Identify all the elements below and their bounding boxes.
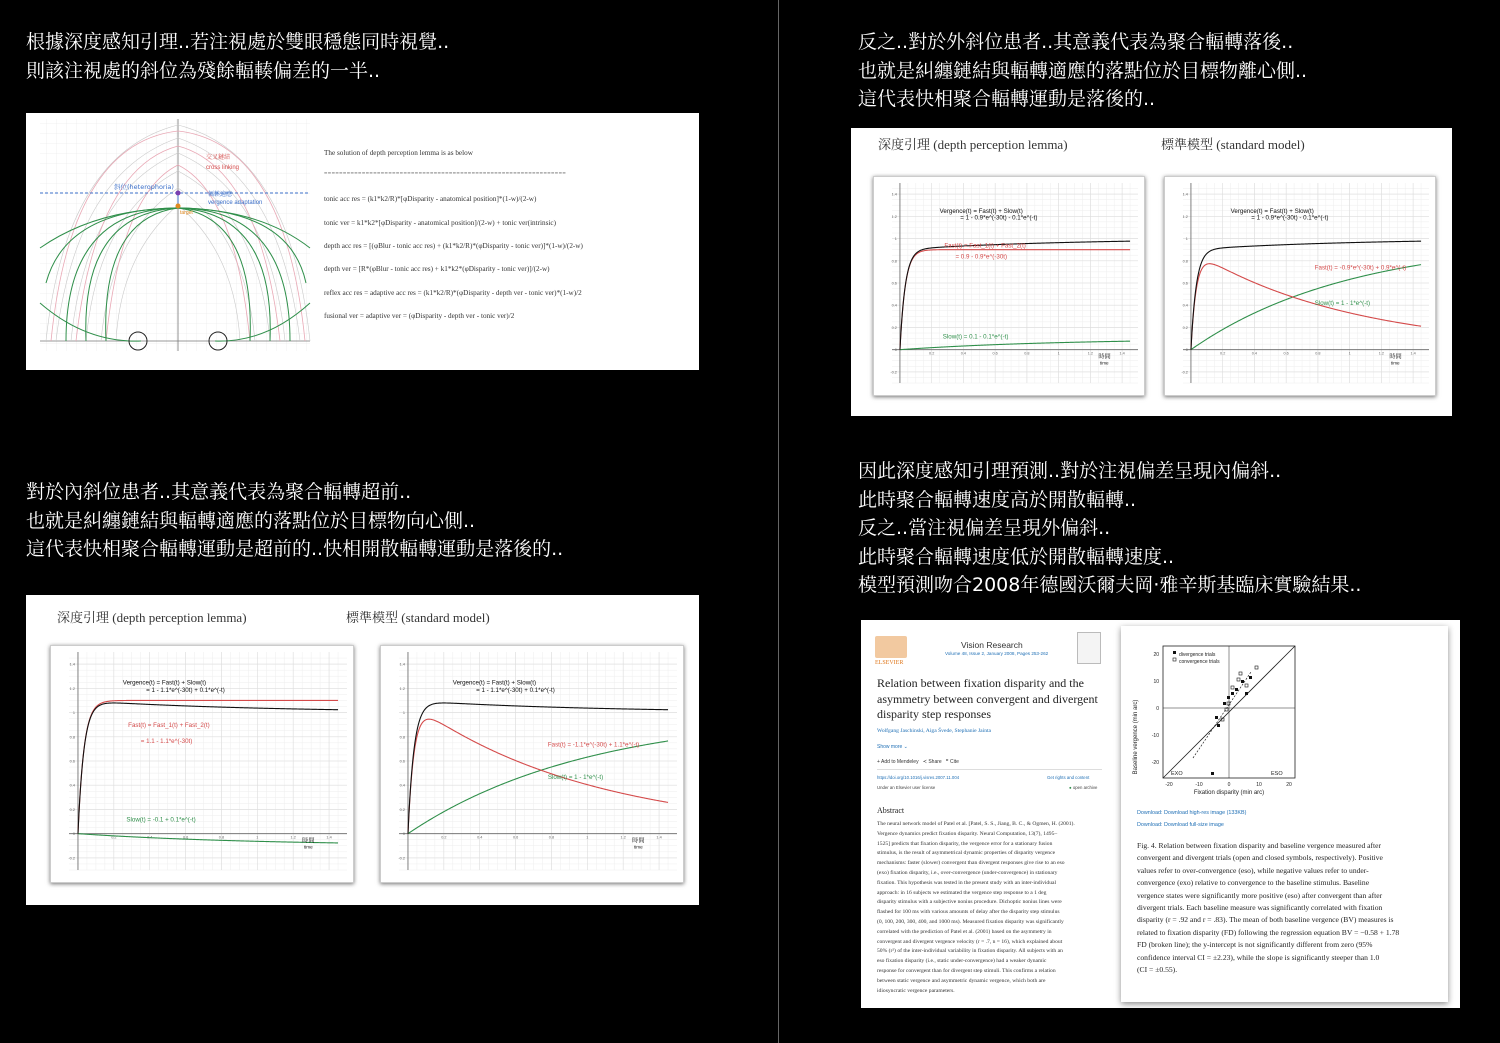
x-tick-label: 0.4 [477,835,483,840]
paper-authors[interactable]: Wolfgang Jaschinski, Aiga Švede, Stephanie Jainta [877,728,992,734]
share-label: Share [928,759,942,765]
xtick-0: 0 [1227,782,1231,788]
vergence-graph-eso-left [51,646,353,882]
fast-equation: Fast(t) = Fast_1(t) + Fast_2(t) [128,722,210,730]
q3-text [26,478,563,564]
abstract-line: 50% (r²) of the inter-individual variability in fixation disparity. All subjects with an [877,948,1063,955]
depth-lemma-diagram [26,113,316,370]
y-tick-label: 0.6 [1182,281,1188,286]
x-tick-label: 0.6 [992,351,998,356]
caption-line: divergent trials. Each baseline measure was significantly correlated with fixation [1137,903,1383,913]
x-axis-label-en: time [1390,360,1400,366]
slow-curve [78,834,338,843]
ytick-neg10: -10 [1151,733,1159,739]
vergence-equation-cont: = 1 - 1.1*e^(-30t) + 0.1*e^(-t) [146,686,225,694]
fast-equation: Fast(t) = Fast_1(t) + Fast_2(t) [944,242,1026,250]
paper-actions [877,759,959,765]
y-tick-label: 0 [72,832,75,837]
q1-line-1: 根據深度感知引理..若注視處於雙眼穩態同時視覺.. [26,31,450,53]
y-tick-label: 1.4 [891,192,897,197]
q3-line-1: 對於內斜位患者..其意義代表為聚合輻轉超前.. [26,481,412,503]
y-tick-label: 0 [894,348,897,353]
q2-text [858,28,1307,114]
caption-line: (CI = ±0.55). [1137,965,1178,975]
vergence-equation: Vergence(t) = Fast(t) + Slow(t) [1230,208,1314,215]
q3-line-3: 這代表快相聚合輻轉運動是超前的..快相開散輻轉運動是落後的.. [26,538,564,561]
y-tick-label: 1.4 [399,662,405,667]
abstract-line: convergent and divergent vergence velocity (r = .7, n = 16), which explained about [877,938,1063,945]
open-archive-dot-icon: ● [1069,785,1072,790]
x-tick-label: 0.6 [1283,351,1289,356]
y-tick-label: 0.4 [69,783,75,788]
formula-4: depth ver = [R*(φBlur - tonic acc res) + k1*k2*(φDisparity - tonic ver)]/(2-w) [324,265,550,273]
download-highres-link[interactable]: Download: Download high-res image (133KB) [1137,810,1247,816]
q4-line-1: 因此深度感知引理預測..對於注視偏差呈現內偏斜.. [858,460,1282,482]
cite-button[interactable] [946,759,959,765]
abstract-line: idiosyncratic vergence parameters. [877,987,955,994]
x-axis-label-en: time [1099,360,1109,366]
x-tick-label: 1.4 [326,835,332,840]
caption-line: convergence (exo) relative to convergence to the baseline stimulus. Baseline [1137,878,1370,888]
x-tick-label: 1.2 [1087,351,1094,356]
q4-line-2: 此時聚合輻轉速度高於開散輻轉.. [858,488,1137,511]
journal-cover-icon [1077,632,1101,664]
fast-curve [1191,264,1421,350]
journal-volume[interactable]: Volume 48, Issue 2, January 2008, Pages 253-262 [945,651,1049,656]
legend-convergence: convergence trials [1179,659,1220,665]
y-tick-label: -0.2 [398,856,405,861]
scatter-xlabel: Fixation disparity (min arc) [1193,790,1265,796]
q3-title-right: 標準模型 (standard model) [346,610,490,625]
x-tick-label: 0.8 [1315,351,1321,356]
slow-equation: Slow(t) = 1 - 1*e^(-t) [547,774,604,782]
paper-title: Relation between fixation disparity and the asymmetry between convergent and divergent disparity step responses [877,676,1098,721]
caption-line: values refer to over-convergence (eso), while negative values refer to under- [1137,865,1369,875]
y-tick-label: 1.2 [69,686,75,691]
caption-line: FD (broken line); the y-intercept is not significantly different from zero (95% [1137,940,1373,950]
x-axis-label-cn: 時間 [1389,353,1402,361]
q4-panel [861,620,1460,1008]
legend-divergence: divergence trials [1179,652,1216,658]
q2-panel [851,128,1452,416]
elsevier-logo-icon [875,636,907,658]
y-tick-label: 0.4 [1182,303,1188,308]
x-tick-label: 1.2 [620,835,626,840]
caption-line: convergent and divergent trials (open and closed symbols, respectively). Positive [1137,853,1383,863]
abstract-line: approach: in 16 subjects we estimated the vergence step response to a 1 deg [877,889,1047,896]
y-tick-label: 0.8 [69,735,75,740]
abstract-line: response for convergent than for divergent step stimuli. This confirms a relation [877,967,1056,974]
publisher-name: ELSEVIER [875,660,904,666]
eso-label: ESO [1271,771,1283,777]
abstract-heading: Abstract [877,806,905,815]
x-tick-label: 0.6 [512,835,519,840]
q3-graph-right [380,645,684,883]
q1-text [26,28,449,85]
vergence-adapt-en: vergence adaptation [208,200,263,206]
y-tick-label: 0.6 [399,759,405,764]
q2-line-2: 也就是糾纏鏈結與輻轉適應的落點位於目標物離心側.. [858,59,1308,82]
caption-line: disparity (r = .92 and r = .83). The mean of both baseline vergence (BV) measures is [1137,915,1394,925]
y-tick-label: 0.8 [1182,259,1188,264]
x-tick-label: 1 [1348,351,1351,356]
abstract-line: between static vergence and asymmetric dynamic vergence, which both are [877,977,1046,984]
x-tick-label: 0.4 [1251,351,1258,356]
cross-linking-en: cross linking [206,165,240,171]
doi-link[interactable]: https://doi.org/10.1016/j.visres.2007.11.004 [877,775,960,780]
abstract-line: correlated with the prediction of Patel et al. (2001) based on the asymmetry in [877,928,1052,935]
open-archive-badge [1069,785,1097,790]
q4-line-3: 反之..當注視偏差呈現外偏斜.. [858,517,1111,540]
abstract-line: fixation. This hypothesis was tested in the present study with an inter-individual [877,879,1057,886]
ytick-10: 10 [1153,679,1159,685]
caption-line: confidence interval CI = ±2.23), while the slope is significantly steeper than 1.0 [1137,952,1380,962]
q3-line-2: 也就是糾纏鏈結與輻轉適應的落點位於目標物向心側.. [26,509,476,532]
formula-6: fusional ver = adaptive ver = (φDisparity - depth ver - tonic ver)/2 [324,312,515,320]
formula-separator: ================================================================ [324,171,567,177]
y-tick-label: 0.2 [1182,325,1188,330]
y-tick-label: 1 [894,237,897,242]
vergence-adapt-cn: 輻輳適應 [208,191,233,198]
q3-graph-left [50,645,354,883]
abstract-line: disparity stimulus with a subjective nonius procedure. Dichoptic nonius lines were [877,899,1062,906]
x-tick-label: 0.2 [111,835,117,840]
abstract-line: flashed for 100 ms with various amounts of delay after the disparity step stimulus [877,909,1060,916]
heterophoria-label: 斜位(heterophoria) [114,183,174,191]
fast-equation-cont: = 0.9 - 0.9*e^(-30t) [955,253,1008,261]
ytick-20: 20 [1153,652,1159,658]
fast-equation-cont: = 1.1 - 1.1*e^(-30t) [140,737,193,745]
y-tick-label: 0.2 [69,807,75,812]
quote-icon: ❞ [945,759,949,765]
slow-equation: Slow(t) = 1 - 1*e^(-t) [1314,300,1371,308]
caption-line: Fig. 4. Relation between fixation disparity and baseline vergence measured after [1137,841,1382,850]
formula-title: The solution of depth perception lemma is as below [324,149,473,157]
y-tick-label: 1.4 [1182,192,1188,197]
q2-graph-left [873,176,1145,396]
y-tick-label: 1 [402,711,405,716]
caption-line: vergence states were significantly more positive (eso) after convergent than after [1137,890,1383,900]
x-tick-label: 0.2 [929,351,935,356]
x-tick-label: 0.8 [1024,351,1030,356]
add-mendeley-button[interactable]: + Add to Mendeley [877,759,919,765]
y-tick-label: 0.8 [891,259,897,264]
x-tick-label: 0.8 [218,835,225,840]
y-tick-label: 1.4 [69,662,75,667]
formula-2: tonic ver = k1*k2*[φDisparity - anatomical position]/(2-w) + tonic ver(intrinsic) [324,219,557,227]
abstract-line: (exo) fixation disparity, i.e., over-convergence (under-convergence) in stationary [877,869,1058,876]
fast-equation: Fast(t) = -0.9*e^(-30t) + 0.9*e^(-t) [1314,264,1407,272]
slow-curve [900,341,1130,350]
y-tick-label: -0.2 [1181,370,1188,375]
slow-equation: Slow(t) = -0.1 + 0.1*e^(-t) [126,816,196,824]
vergence-equation: Vergence(t) = Fast(t) + Slow(t) [939,208,1023,215]
formula-5: reflex acc res = adaptive acc res = (k1*k2/R)*(φDisparity - depth ver - tonic ver)*(1-w)/2 [324,289,582,297]
vergence-equation: Vergence(t) = Fast(t) + Slow(t) [122,679,207,687]
vergence-equation-cont: = 1 - 0.9*e^(-30t) - 0.1*e^(-t) [960,214,1038,222]
caption-line: related to fixation disparity (FD) following the regression equation BV = −0.58 + 1.78 [1137,927,1400,937]
vergence-curve [408,703,668,834]
y-tick-label: 1.2 [399,686,405,691]
x-tick-label: 0.4 [147,835,153,840]
y-tick-label: 0.4 [399,783,405,788]
fixation-scatter-plot [1131,632,1311,802]
x-tick-label: 0.2 [441,835,447,840]
download-fullsize-link[interactable]: Download: Download full-size image [1137,822,1224,828]
y-tick-label: 0.4 [891,303,897,308]
y-tick-label: 0 [402,832,405,837]
fast-equation: Fast(t) = -1.1*e^(-30t) + 1.1*e^(-t) [547,741,640,749]
center-divider [778,0,779,1043]
scatter-ylabel: Baseline vergence (min arc) [1133,699,1139,775]
x-tick-label: 0.4 [960,351,967,356]
x-axis-label-cn: 時間 [1098,353,1111,361]
x-tick-label: 0.2 [1220,351,1226,356]
xtick-neg20: -20 [1165,782,1173,788]
vergence-equation-cont: = 1 - 0.9*e^(-30t) - 0.1*e^(-t) [1251,214,1329,222]
x-tick-label: 0.6 [182,835,189,840]
q4-line-4: 此時聚合輻轉速度低於開散輻轉速度.. [858,545,1175,568]
q2-graph-right [1164,176,1436,396]
x-tick-label: 0.8 [548,835,555,840]
vergence-graph-eso-right [381,646,683,882]
q2-title-right: 標準模型 (standard model) [1161,137,1305,152]
q3-panel [26,595,699,905]
xtick-10: 10 [1256,782,1262,788]
y-tick-label: 1.2 [891,214,897,219]
x-axis-label-en: time [303,844,313,850]
vergence-graph-exo-right [1165,177,1435,395]
abstract-line: (0, 100, 200, 300, 400, and 1000 ms). Measured fixation disparity was significantly [877,918,1064,925]
add-mendeley-label: Add to Mendeley [881,759,919,765]
exo-label: EXO [1171,771,1183,777]
show-more-link[interactable]: Show more ⌄ [877,744,908,750]
y-tick-label: 1.2 [1182,214,1188,219]
y-tick-label: 0.6 [891,281,897,286]
x-tick-label: 1.4 [1410,351,1416,356]
x-tick-label: 1.2 [290,835,296,840]
abstract-line: stimulus, is the result of asymmetrical dynamic properties of disparity vergence [877,850,1056,857]
cite-label: Cite [949,759,959,765]
y-tick-label: 0.6 [69,759,75,764]
y-tick-label: 1 [72,711,75,716]
q4-text [858,457,1361,600]
figure-caption [1137,840,1399,976]
abstract-line: eso fixation disparity (i.e., static under-convergence) had a weaker dynamic [877,958,1047,965]
x-tick-label: 1.4 [656,835,662,840]
x-tick-label: 1.4 [1119,351,1125,356]
abstract-body [877,820,1105,996]
q2-line-3: 這代表快相聚合輻轉運動是落後的.. [858,88,1156,111]
cross-linking-cn: 交叉鏈結 [206,154,231,161]
formula-3: depth acc res = [(φBlur - tonic acc res) + (k1*k2/R)*(φDisparity - tonic ver)]*(1-w)/(2-w) [324,242,583,250]
abstract-line: The neural network model of Patel et al. [Patel, S. S., Jiang, B. C., & Ogmen, H. (2001). [877,821,1075,827]
y-tick-label: 0.8 [399,735,405,740]
ytick-neg20: -20 [1151,760,1159,766]
x-axis-label-en: time [633,844,643,850]
x-tick-label: 1 [586,835,589,840]
target-label: target [180,210,193,216]
fast-curve [408,719,668,834]
y-tick-label: 0.2 [891,325,897,330]
y-tick-label: 0.2 [399,807,405,812]
x-tick-label: 1 [256,835,259,840]
formula-1: tonic acc res = (k1*k2/R)*[φDisparity - anatomical position]*(1-w)/(2-w) [324,195,537,203]
share-button[interactable] [923,759,942,765]
figure-card [1121,626,1448,1002]
x-axis-label-cn: 時間 [302,837,315,845]
rights-link[interactable]: Get rights and content [1047,775,1090,780]
y-tick-label: -0.2 [890,370,897,375]
y-tick-label: -0.2 [68,856,75,861]
y-tick-label: 1 [1185,237,1188,242]
xtick-neg10: -10 [1195,782,1203,788]
x-tick-label: 1 [1057,351,1060,356]
vergence-equation-cont: = 1 - 1.1*e^(-30t) + 0.1*e^(-t) [476,686,555,694]
y-tick-label: 0 [1185,348,1188,353]
q2-line-1: 反之..對於外斜位患者..其意義代表為聚合輻轉落後.. [858,31,1294,53]
q4-line-5: 模型預測吻合2008年德國沃爾夫岡·雅辛斯基臨床實驗結果.. [858,574,1362,597]
slow-equation: Slow(t) = 0.1 - 0.1*e^(-t) [942,333,1009,341]
paper-article [875,630,1103,1000]
abstract-line: mechanisms: faster (slower) convergent than divergent responses give rise to an eso [877,860,1065,867]
vergence-equation: Vergence(t) = Fast(t) + Slow(t) [452,679,537,687]
open-archive-label: open archive [1072,785,1098,790]
x-tick-label: 1.2 [1378,351,1385,356]
q1-line-2: 則該注視處的斜位為殘餘輻輳偏差的一半.. [26,59,381,82]
abstract-line: 1525] predicts that fixation disparity, the vergence error for a stationary fusion [877,840,1053,847]
q2-title-left: 深度引理 (depth perception lemma) [878,137,1068,152]
vergence-graph-exo-left [874,177,1144,395]
q3-title-left: 深度引理 (depth perception lemma) [57,610,247,625]
license-text[interactable]: Under an Elsevier user license [877,785,936,790]
journal-name[interactable]: Vision Research [961,640,1023,650]
x-axis-label-cn: 時間 [632,837,645,845]
ytick-0: 0 [1156,706,1159,712]
vergence-curve [1191,241,1421,350]
abstract-line: Vergence dynamics predict fixation disparity. Neural Computation, 13(7), 1495– [877,830,1058,837]
show-more-label: Show more [877,744,903,750]
xtick-20: 20 [1286,782,1292,788]
share-icon: ≺ [922,759,927,765]
actions-divider [877,769,1102,770]
vergence-curve [900,241,1130,350]
q1-panel [26,113,699,370]
